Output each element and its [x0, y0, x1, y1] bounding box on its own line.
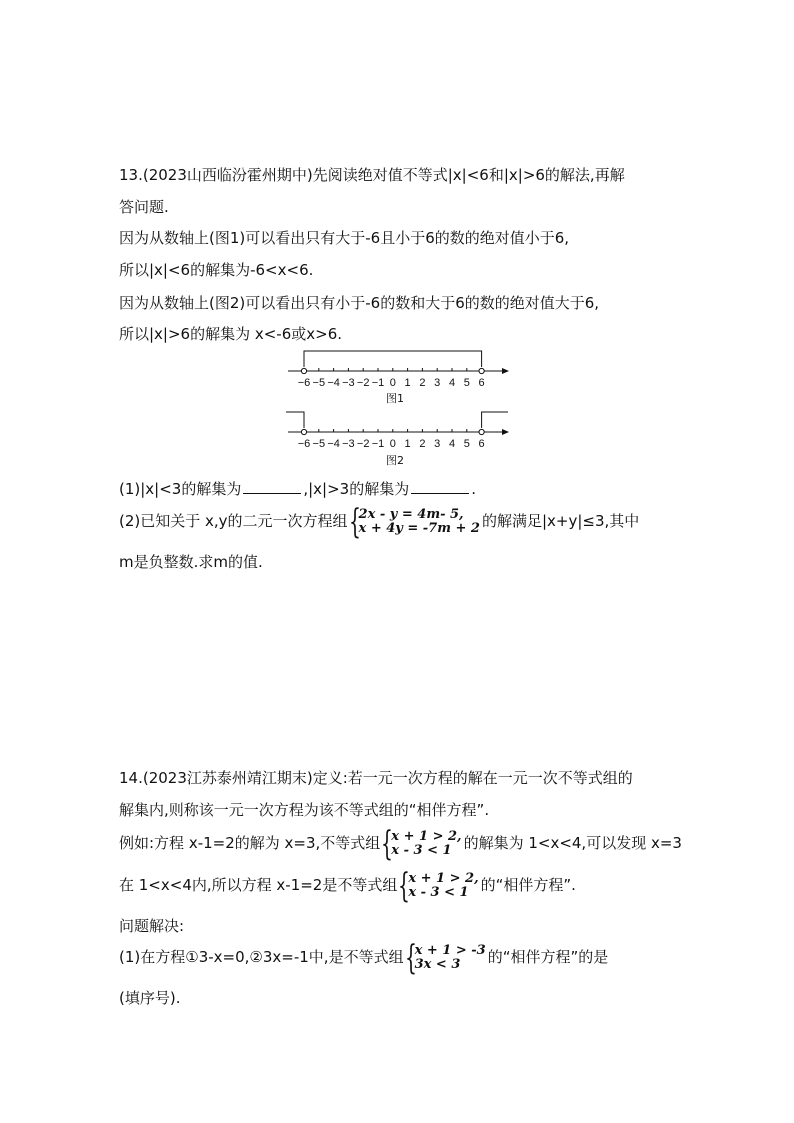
- p13-line-5: 因为从数轴上(图2)可以看出只有小于-6的数和大于6的数的绝对值大于6,: [119, 294, 600, 312]
- tick-label: 6: [478, 438, 485, 450]
- inequality-2a: x + 1 > 2,: [408, 870, 479, 886]
- p13-q1-text-c: .: [471, 480, 477, 498]
- p14-q1-text-b: 的“相伴方程”的是: [487, 948, 609, 966]
- number-line-figure-1: [280, 345, 520, 407]
- p13-line-4: 所以|x|<6的解集为-6<x<6.: [119, 261, 314, 279]
- p14-ex2-text-a: 在 1<x<4内,所以方程 x-1=2是不等式组: [119, 876, 398, 894]
- tick-label: −3: [342, 438, 355, 450]
- p13-line-1: 13.(2023山西临汾霍州期中)先阅读绝对值不等式|x|<6和|x|>6的解法,再解: [119, 166, 625, 184]
- p14-q1-text-a: (1)在方程①3-x=0,②3x=-1中,是不等式组: [119, 948, 404, 966]
- inequality-system-3: { x + 1 > -3 3x < 3: [404, 937, 486, 978]
- tick-label: −5: [312, 438, 326, 450]
- tick-label: −2: [356, 438, 370, 450]
- tick-label: 5: [463, 377, 470, 389]
- equation-2: x + 4y = -7m + 2: [358, 520, 480, 536]
- tick-label: 5: [463, 438, 470, 450]
- tick-label: −5: [312, 377, 326, 389]
- inequality-system-1: { x + 1 > 2, x - 3 < 1: [381, 823, 462, 864]
- p14-line-2: 解集内,则称该一元一次方程为该不等式组的“相伴方程”.: [119, 801, 490, 819]
- p14-example-line-2: [119, 865, 576, 906]
- p14-line-1: 14.(2023江苏泰州靖江期末)定义:若一元一次方程的解在一元一次不等式组的: [119, 769, 633, 787]
- tick-label: −3: [342, 377, 355, 389]
- open-circle-icon: [301, 429, 306, 434]
- number-line-2: [280, 406, 520, 450]
- p13-line-3: 因为从数轴上(图1)可以看出只有大于-6且小于6的数的绝对值小于6,: [119, 229, 570, 247]
- p14-q1-line-2: (填序号).: [119, 989, 181, 1007]
- p13-question-1: [119, 479, 476, 499]
- inequality-system-2: { x + 1 > 2, x - 3 < 1: [398, 865, 479, 906]
- solution-bracket: [304, 351, 482, 367]
- open-circle-icon: [479, 368, 484, 373]
- inequality-3a: x + 1 > -3: [414, 942, 486, 958]
- p13-line-2: 答问题.: [119, 198, 169, 216]
- tick-label: −2: [356, 377, 370, 389]
- tick-label: −4: [327, 438, 340, 450]
- tick-label: −6: [297, 438, 311, 450]
- tick-label: 2: [419, 377, 426, 389]
- axis-arrow-icon: [502, 368, 509, 374]
- p13-q1-text-a: (1)|x|<3的解集为: [119, 480, 242, 498]
- p13-question-2: [119, 501, 640, 542]
- p14-ex-text-b: 的解集为 1<x<4,可以发现 x=3: [463, 834, 682, 852]
- tick-label: −4: [327, 377, 340, 389]
- p13-q2-line-2: m是负整数.求m的值.: [119, 553, 263, 571]
- tick-label: 2: [419, 438, 426, 450]
- p13-line-6: 所以|x|>6的解集为 x<-6或x>6.: [119, 325, 343, 343]
- figure-2-caption: 图2: [386, 454, 404, 467]
- tick-label: 0: [389, 438, 396, 450]
- tick-label: 0: [389, 377, 396, 389]
- tick-label: 4: [448, 377, 456, 389]
- p13-q2-text-b: 的解满足|x+y|≤3,其中: [481, 512, 640, 530]
- tick-label: 3: [434, 438, 441, 450]
- solution-bracket-left: [286, 412, 304, 428]
- axis-arrow-icon: [502, 429, 509, 435]
- p13-q2-text-a: (2)已知关于 x,y的二元一次方程组: [119, 512, 348, 530]
- tick-label: −1: [371, 377, 385, 389]
- p13-q1-text-b: ,|x|>3的解集为: [303, 480, 410, 498]
- answer-blank-2[interactable]: [411, 479, 469, 494]
- tick-label: −1: [371, 438, 385, 450]
- solution-bracket-right: [482, 412, 508, 428]
- p14-example-line-1: [119, 823, 682, 864]
- open-circle-icon: [479, 429, 484, 434]
- tick-label: 6: [478, 377, 485, 389]
- inequality-1b: x - 3 < 1: [391, 842, 452, 858]
- inequality-2b: x - 3 < 1: [408, 884, 469, 900]
- p14-ex-text-a: 例如:方程 x-1=2的解为 x=3,不等式组: [119, 834, 381, 852]
- tick-label: −6: [297, 377, 311, 389]
- figure-1-caption: 图1: [386, 392, 404, 405]
- tick-label: 1: [404, 377, 411, 389]
- equation-system: { 2x - y = 4m- 5, x + 4y = -7m + 2: [348, 501, 480, 542]
- number-line-figure-2: [280, 406, 520, 468]
- answer-blank-1[interactable]: [243, 479, 301, 494]
- tick-label: 3: [434, 377, 441, 389]
- tick-label: 4: [448, 438, 456, 450]
- p14-ex2-text-b: 的“相伴方程”.: [480, 876, 576, 894]
- p14-solve-title: 问题解决:: [119, 917, 185, 935]
- tick-label: 1: [404, 438, 411, 450]
- inequality-1a: x + 1 > 2,: [391, 828, 462, 844]
- p14-question-1: [119, 937, 609, 978]
- equation-1: 2x - y = 4m- 5,: [358, 506, 464, 522]
- inequality-3b: 3x < 3: [414, 956, 461, 972]
- number-line-1: [280, 345, 520, 389]
- open-circle-icon: [301, 368, 306, 373]
